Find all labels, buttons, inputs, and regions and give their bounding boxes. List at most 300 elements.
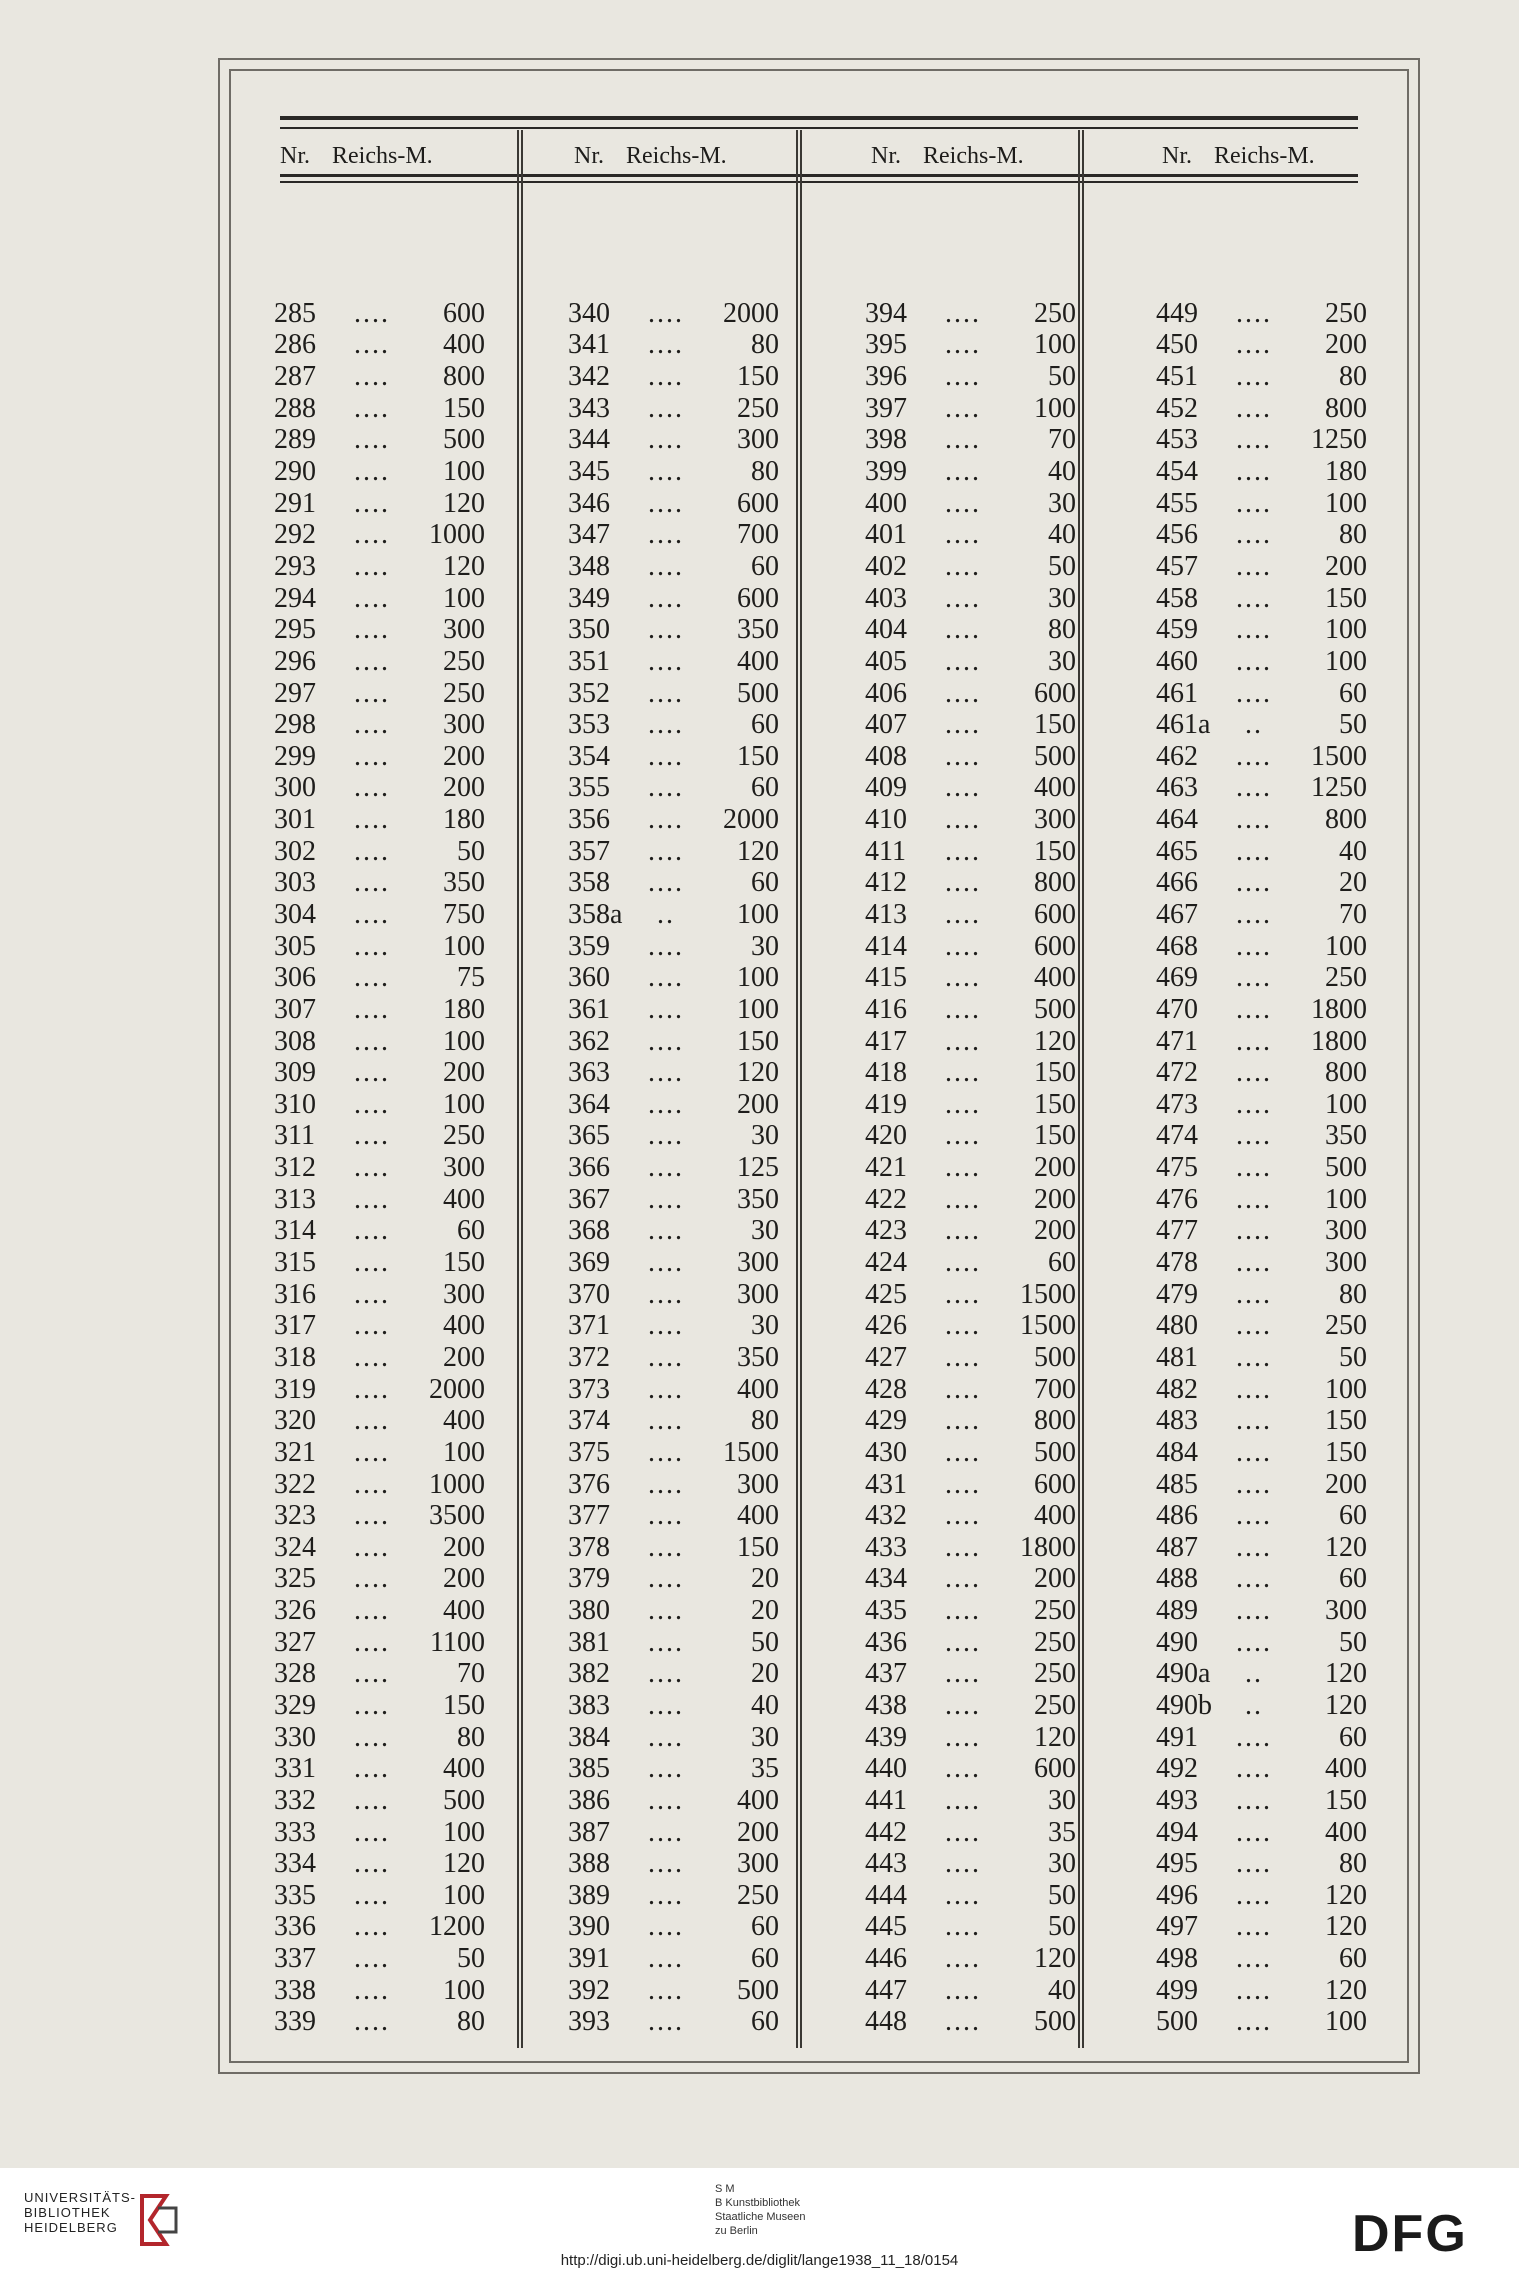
item-value: 80	[751, 456, 779, 488]
leader-dots: ....	[945, 1943, 981, 1975]
leader-dots: ....	[1236, 1943, 1272, 1975]
item-value: 350	[737, 1341, 779, 1373]
leader-dots: ....	[648, 297, 684, 329]
item-number: 303	[274, 867, 316, 899]
smb-line: B Kunstbibliothek	[715, 2197, 800, 2209]
item-value: 120	[1325, 1690, 1367, 1721]
item-number: 380	[568, 1595, 610, 1627]
leader-dots: ....	[1236, 1373, 1272, 1405]
item-number: 418	[865, 1057, 907, 1089]
table-row	[568, 1975, 858, 2007]
leader-dots: ....	[945, 297, 981, 329]
table-row	[568, 899, 858, 931]
item-number: 350	[568, 614, 610, 646]
leader-dots: ....	[945, 645, 981, 677]
item-value: 200	[1034, 1563, 1076, 1595]
dfg-logo[interactable]: DFG	[1352, 2205, 1468, 2263]
item-value: 1800	[1311, 993, 1367, 1025]
item-number: 403	[865, 582, 907, 614]
table-row	[865, 994, 1155, 1026]
table-row	[1156, 1659, 1446, 1691]
item-value: 2000	[723, 804, 779, 836]
table-row	[865, 393, 1155, 425]
item-value: 250	[737, 392, 779, 424]
table-row	[865, 773, 1155, 805]
table-row	[1156, 1627, 1446, 1659]
item-number: 296	[274, 645, 316, 677]
item-value: 100	[1325, 645, 1367, 677]
leader-dots: ....	[1236, 1088, 1272, 1120]
leader-dots: ..	[657, 898, 675, 930]
item-value: 150	[1034, 1088, 1076, 1120]
item-value: 180	[443, 804, 485, 836]
item-value: 200	[443, 1057, 485, 1089]
leader-dots: ....	[945, 1183, 981, 1215]
table-row	[568, 425, 858, 457]
item-value: 40	[1048, 456, 1076, 488]
leader-dots: ....	[1236, 867, 1272, 899]
item-number: 345	[568, 456, 610, 488]
table-row	[274, 773, 564, 805]
leader-dots: ....	[945, 1595, 981, 1627]
item-number: 336	[274, 1911, 316, 1943]
item-value: 600	[1034, 898, 1076, 930]
leader-dots: ....	[945, 1436, 981, 1468]
leader-dots: ....	[648, 1247, 684, 1279]
item-number: 381	[568, 1626, 610, 1658]
price-column	[568, 130, 858, 2038]
leader-dots: ....	[945, 1690, 981, 1721]
leader-dots: ....	[648, 1626, 684, 1658]
header-rule-thin	[280, 181, 1358, 183]
table-row	[865, 1753, 1155, 1785]
library-logo-line: HEIDELBERG	[24, 2220, 118, 2235]
item-value: 100	[737, 898, 779, 930]
leader-dots: ....	[1236, 456, 1272, 488]
table-row	[865, 1848, 1155, 1880]
item-value: 30	[1048, 487, 1076, 519]
leader-dots: ....	[354, 709, 390, 741]
item-number: 407	[865, 709, 907, 741]
table-row	[1156, 1374, 1446, 1406]
item-value: 200	[1034, 1152, 1076, 1184]
leader-dots: ....	[945, 550, 981, 582]
table-row	[568, 1374, 858, 1406]
leader-dots: ....	[648, 772, 684, 804]
item-value: 100	[443, 1025, 485, 1057]
table-row	[568, 551, 858, 583]
table-row	[1156, 1247, 1446, 1279]
item-value: 80	[1339, 1278, 1367, 1310]
leader-dots: ....	[354, 1879, 390, 1911]
leader-dots: ....	[648, 1025, 684, 1057]
item-value: 1000	[429, 519, 485, 551]
item-value: 600	[1034, 1468, 1076, 1500]
leader-dots: ....	[648, 645, 684, 677]
item-number: 320	[274, 1405, 316, 1437]
table-row	[1156, 551, 1446, 583]
item-number: 385	[568, 1753, 610, 1785]
item-value: 50	[1339, 709, 1367, 741]
item-value: 350	[443, 867, 485, 899]
table-row	[865, 488, 1155, 520]
item-number: 378	[568, 1531, 610, 1563]
item-value: 200	[443, 772, 485, 804]
leader-dots: ....	[354, 1974, 390, 2006]
item-value: 120	[1034, 1721, 1076, 1753]
item-number: 498	[1156, 1943, 1198, 1975]
item-number: 300	[274, 772, 316, 804]
item-number: 325	[274, 1563, 316, 1595]
item-value: 800	[1325, 1057, 1367, 1089]
item-number: 356	[568, 804, 610, 836]
library-logo[interactable]	[24, 2190, 136, 2235]
price-column	[865, 130, 1155, 2038]
item-value: 150	[443, 1690, 485, 1721]
item-number: 330	[274, 1721, 316, 1753]
item-value: 70	[1048, 424, 1076, 456]
item-value: 60	[751, 867, 779, 899]
leader-dots: ....	[648, 1183, 684, 1215]
leader-dots: ....	[1236, 1974, 1272, 2006]
item-value: 35	[1048, 1816, 1076, 1848]
item-value: 180	[1325, 456, 1367, 488]
item-value: 1100	[430, 1626, 485, 1658]
table-row	[865, 583, 1155, 615]
item-value: 300	[1325, 1595, 1367, 1627]
item-number: 423	[865, 1215, 907, 1247]
leader-dots: ....	[648, 1721, 684, 1753]
table-row	[865, 741, 1155, 773]
table-row	[1156, 1722, 1446, 1754]
item-number: 499	[1156, 1974, 1198, 2006]
item-value: 150	[737, 361, 779, 393]
item-number: 288	[274, 392, 316, 424]
item-value: 350	[1325, 1120, 1367, 1152]
item-number: 324	[274, 1531, 316, 1563]
item-number: 491	[1156, 1721, 1198, 1753]
leader-dots: ....	[648, 582, 684, 614]
table-row	[568, 583, 858, 615]
item-number: 473	[1156, 1088, 1198, 1120]
item-number: 346	[568, 487, 610, 519]
item-value: 300	[443, 1278, 485, 1310]
leader-dots: ....	[1236, 1816, 1272, 1848]
leader-dots: ....	[1236, 487, 1272, 519]
item-value: 100	[1325, 1373, 1367, 1405]
item-value: 60	[751, 1943, 779, 1975]
item-value: 50	[1339, 1626, 1367, 1658]
item-value: 500	[443, 424, 485, 456]
table-row	[865, 1216, 1155, 1248]
item-number: 461a	[1156, 709, 1211, 741]
item-value: 200	[1034, 1183, 1076, 1215]
leader-dots: ....	[945, 1310, 981, 1342]
leader-dots: ....	[354, 1152, 390, 1184]
item-number: 493	[1156, 1784, 1198, 1816]
table-row	[1156, 425, 1446, 457]
table-row	[865, 1057, 1155, 1089]
table-row	[1156, 804, 1446, 836]
item-number: 364	[568, 1088, 610, 1120]
item-number: 460	[1156, 645, 1198, 677]
leader-dots: ....	[648, 1911, 684, 1943]
item-value: 300	[737, 1247, 779, 1279]
item-value: 350	[737, 1183, 779, 1215]
leader-dots: ....	[945, 1658, 981, 1690]
table-row	[865, 962, 1155, 994]
item-number: 422	[865, 1183, 907, 1215]
item-number: 487	[1156, 1531, 1198, 1563]
leader-dots: ....	[354, 962, 390, 994]
item-number: 293	[274, 550, 316, 582]
table-row	[274, 1216, 564, 1248]
item-number: 290	[274, 456, 316, 488]
leader-dots: ....	[1236, 1025, 1272, 1057]
permalink-url[interactable]: http://digi.ub.uni-heidelberg.de/diglit/lange1938_11_18/0154	[560, 2252, 959, 2269]
leader-dots: ....	[1236, 1468, 1272, 1500]
leader-dots: ....	[1236, 1341, 1272, 1373]
leader-dots: ....	[354, 677, 390, 709]
item-number: 439	[865, 1721, 907, 1753]
table-row	[274, 1595, 564, 1627]
table-row	[865, 1247, 1155, 1279]
leader-dots: ....	[945, 361, 981, 393]
item-number: 478	[1156, 1247, 1198, 1279]
item-number: 369	[568, 1247, 610, 1279]
leader-dots: ....	[945, 677, 981, 709]
table-row	[865, 836, 1155, 868]
leader-dots: ....	[648, 1563, 684, 1595]
price-column	[274, 130, 564, 2038]
top-rule-thin	[280, 127, 1358, 129]
leader-dots: ....	[945, 898, 981, 930]
leader-dots: ....	[354, 487, 390, 519]
item-number: 448	[865, 2006, 907, 2038]
leader-dots: ....	[945, 772, 981, 804]
item-number: 321	[274, 1436, 316, 1468]
leader-dots: ....	[945, 1721, 981, 1753]
item-value: 100	[1325, 1088, 1367, 1120]
library-logo-line: UNIVERSITÄTS-	[24, 2190, 136, 2205]
leader-dots: ....	[648, 835, 684, 867]
table-row	[1156, 709, 1446, 741]
leader-dots: ..	[1245, 1690, 1263, 1721]
item-value: 150	[737, 1531, 779, 1563]
item-number: 417	[865, 1025, 907, 1057]
item-value: 150	[737, 740, 779, 772]
leader-dots: ....	[648, 1658, 684, 1690]
table-row	[568, 1880, 858, 1912]
item-number: 440	[865, 1753, 907, 1785]
item-value: 250	[1034, 297, 1076, 329]
item-number: 384	[568, 1721, 610, 1753]
item-number: 444	[865, 1879, 907, 1911]
table-row	[568, 1500, 858, 1532]
leader-dots: ....	[945, 1531, 981, 1563]
leader-dots: ....	[1236, 2006, 1272, 2038]
table-row	[274, 678, 564, 710]
header-nr: Nr.	[871, 143, 901, 169]
leader-dots: ....	[648, 1690, 684, 1721]
leader-dots: ....	[354, 1595, 390, 1627]
item-number: 333	[274, 1816, 316, 1848]
item-number: 451	[1156, 361, 1198, 393]
table-row	[1156, 614, 1446, 646]
item-number: 433	[865, 1531, 907, 1563]
leader-dots: ....	[354, 1341, 390, 1373]
leader-dots: ....	[354, 804, 390, 836]
table-row	[1156, 1405, 1446, 1437]
item-value: 250	[443, 1120, 485, 1152]
table-row	[274, 836, 564, 868]
leader-dots: ....	[354, 2006, 390, 2038]
item-value: 30	[1048, 1784, 1076, 1816]
item-value: 80	[1339, 519, 1367, 551]
header-amount: Reichs-M.	[1214, 143, 1315, 169]
leader-dots: ....	[354, 1373, 390, 1405]
item-value: 30	[751, 1215, 779, 1247]
table-row	[568, 1627, 858, 1659]
leader-dots: ....	[1236, 1310, 1272, 1342]
item-number: 404	[865, 614, 907, 646]
item-number: 394	[865, 297, 907, 329]
leader-dots: ....	[1236, 1500, 1272, 1532]
item-number: 322	[274, 1468, 316, 1500]
smb-logo[interactable]	[715, 2182, 806, 2238]
item-number: 398	[865, 424, 907, 456]
item-number: 357	[568, 835, 610, 867]
table-row	[568, 836, 858, 868]
item-number: 316	[274, 1278, 316, 1310]
leader-dots: ....	[354, 930, 390, 962]
item-value: 50	[1048, 550, 1076, 582]
table-row	[568, 1785, 858, 1817]
item-number: 431	[865, 1468, 907, 1500]
leader-dots: ....	[648, 1500, 684, 1532]
item-value: 20	[751, 1595, 779, 1627]
leader-dots: ....	[354, 614, 390, 646]
item-number: 427	[865, 1341, 907, 1373]
leader-dots: ....	[1236, 1721, 1272, 1753]
leader-dots: ....	[648, 2006, 684, 2038]
item-value: 100	[1325, 930, 1367, 962]
item-value: 60	[1339, 1943, 1367, 1975]
leader-dots: ....	[354, 519, 390, 551]
table-row	[568, 1089, 858, 1121]
leader-dots: ....	[945, 1816, 981, 1848]
item-number: 326	[274, 1595, 316, 1627]
leader-dots: ....	[354, 993, 390, 1025]
item-value: 30	[751, 930, 779, 962]
item-value: 400	[443, 1753, 485, 1785]
leader-dots: ....	[648, 424, 684, 456]
leader-dots: ....	[1236, 1911, 1272, 1943]
leader-dots: ....	[648, 1784, 684, 1816]
table-row	[274, 1405, 564, 1437]
smb-line: Staatliche Museen	[715, 2211, 806, 2223]
leader-dots: ....	[354, 1468, 390, 1500]
table-row	[1156, 456, 1446, 488]
table-row	[274, 1089, 564, 1121]
item-value: 500	[443, 1784, 485, 1816]
table-row	[865, 1026, 1155, 1058]
leader-dots: ....	[1236, 645, 1272, 677]
item-number: 450	[1156, 329, 1198, 361]
item-value: 50	[457, 1943, 485, 1975]
item-number: 331	[274, 1753, 316, 1785]
table-row	[865, 1659, 1155, 1691]
item-number: 307	[274, 993, 316, 1025]
leader-dots: ....	[648, 550, 684, 582]
leader-dots: ....	[1236, 1879, 1272, 1911]
item-value: 60	[751, 2006, 779, 2038]
item-value: 500	[737, 1974, 779, 2006]
table-row	[1156, 1026, 1446, 1058]
item-value: 120	[1325, 1531, 1367, 1563]
item-number: 347	[568, 519, 610, 551]
item-number: 414	[865, 930, 907, 962]
leader-dots: ....	[945, 867, 981, 899]
item-number: 415	[865, 962, 907, 994]
item-number: 366	[568, 1152, 610, 1184]
leader-dots: ....	[354, 1531, 390, 1563]
table-row	[568, 1753, 858, 1785]
item-number: 397	[865, 392, 907, 424]
item-value: 300	[737, 1278, 779, 1310]
leader-dots: ....	[1236, 1278, 1272, 1310]
table-row	[568, 773, 858, 805]
table-row	[865, 1437, 1155, 1469]
item-number: 297	[274, 677, 316, 709]
leader-dots: ....	[1236, 1753, 1272, 1785]
item-value: 30	[751, 1721, 779, 1753]
table-row	[274, 1975, 564, 2007]
item-value: 100	[1325, 487, 1367, 519]
item-number: 471	[1156, 1025, 1198, 1057]
leader-dots: ....	[648, 993, 684, 1025]
table-row	[568, 519, 858, 551]
item-number: 486	[1156, 1500, 1198, 1532]
item-value: 100	[443, 1879, 485, 1911]
item-value: 400	[737, 645, 779, 677]
item-value: 1000	[429, 1468, 485, 1500]
table-row	[274, 361, 564, 393]
table-row	[1156, 678, 1446, 710]
leader-dots: ....	[354, 1626, 390, 1658]
item-value: 120	[443, 487, 485, 519]
leader-dots: ....	[1236, 1531, 1272, 1563]
item-number: 337	[274, 1943, 316, 1975]
leader-dots: ....	[354, 1721, 390, 1753]
item-number: 492	[1156, 1753, 1198, 1785]
table-row	[274, 583, 564, 615]
leader-dots: ....	[945, 1373, 981, 1405]
item-number: 490	[1156, 1626, 1198, 1658]
item-value: 1250	[1311, 772, 1367, 804]
item-number: 327	[274, 1626, 316, 1658]
item-value: 200	[443, 740, 485, 772]
table-row	[274, 1722, 564, 1754]
table-row	[1156, 1564, 1446, 1596]
leader-dots: ....	[1236, 740, 1272, 772]
table-row	[568, 361, 858, 393]
leader-dots: ....	[648, 361, 684, 393]
item-value: 250	[1034, 1626, 1076, 1658]
item-value: 80	[457, 1721, 485, 1753]
table-row	[865, 1500, 1155, 1532]
leader-dots: ....	[648, 1753, 684, 1785]
